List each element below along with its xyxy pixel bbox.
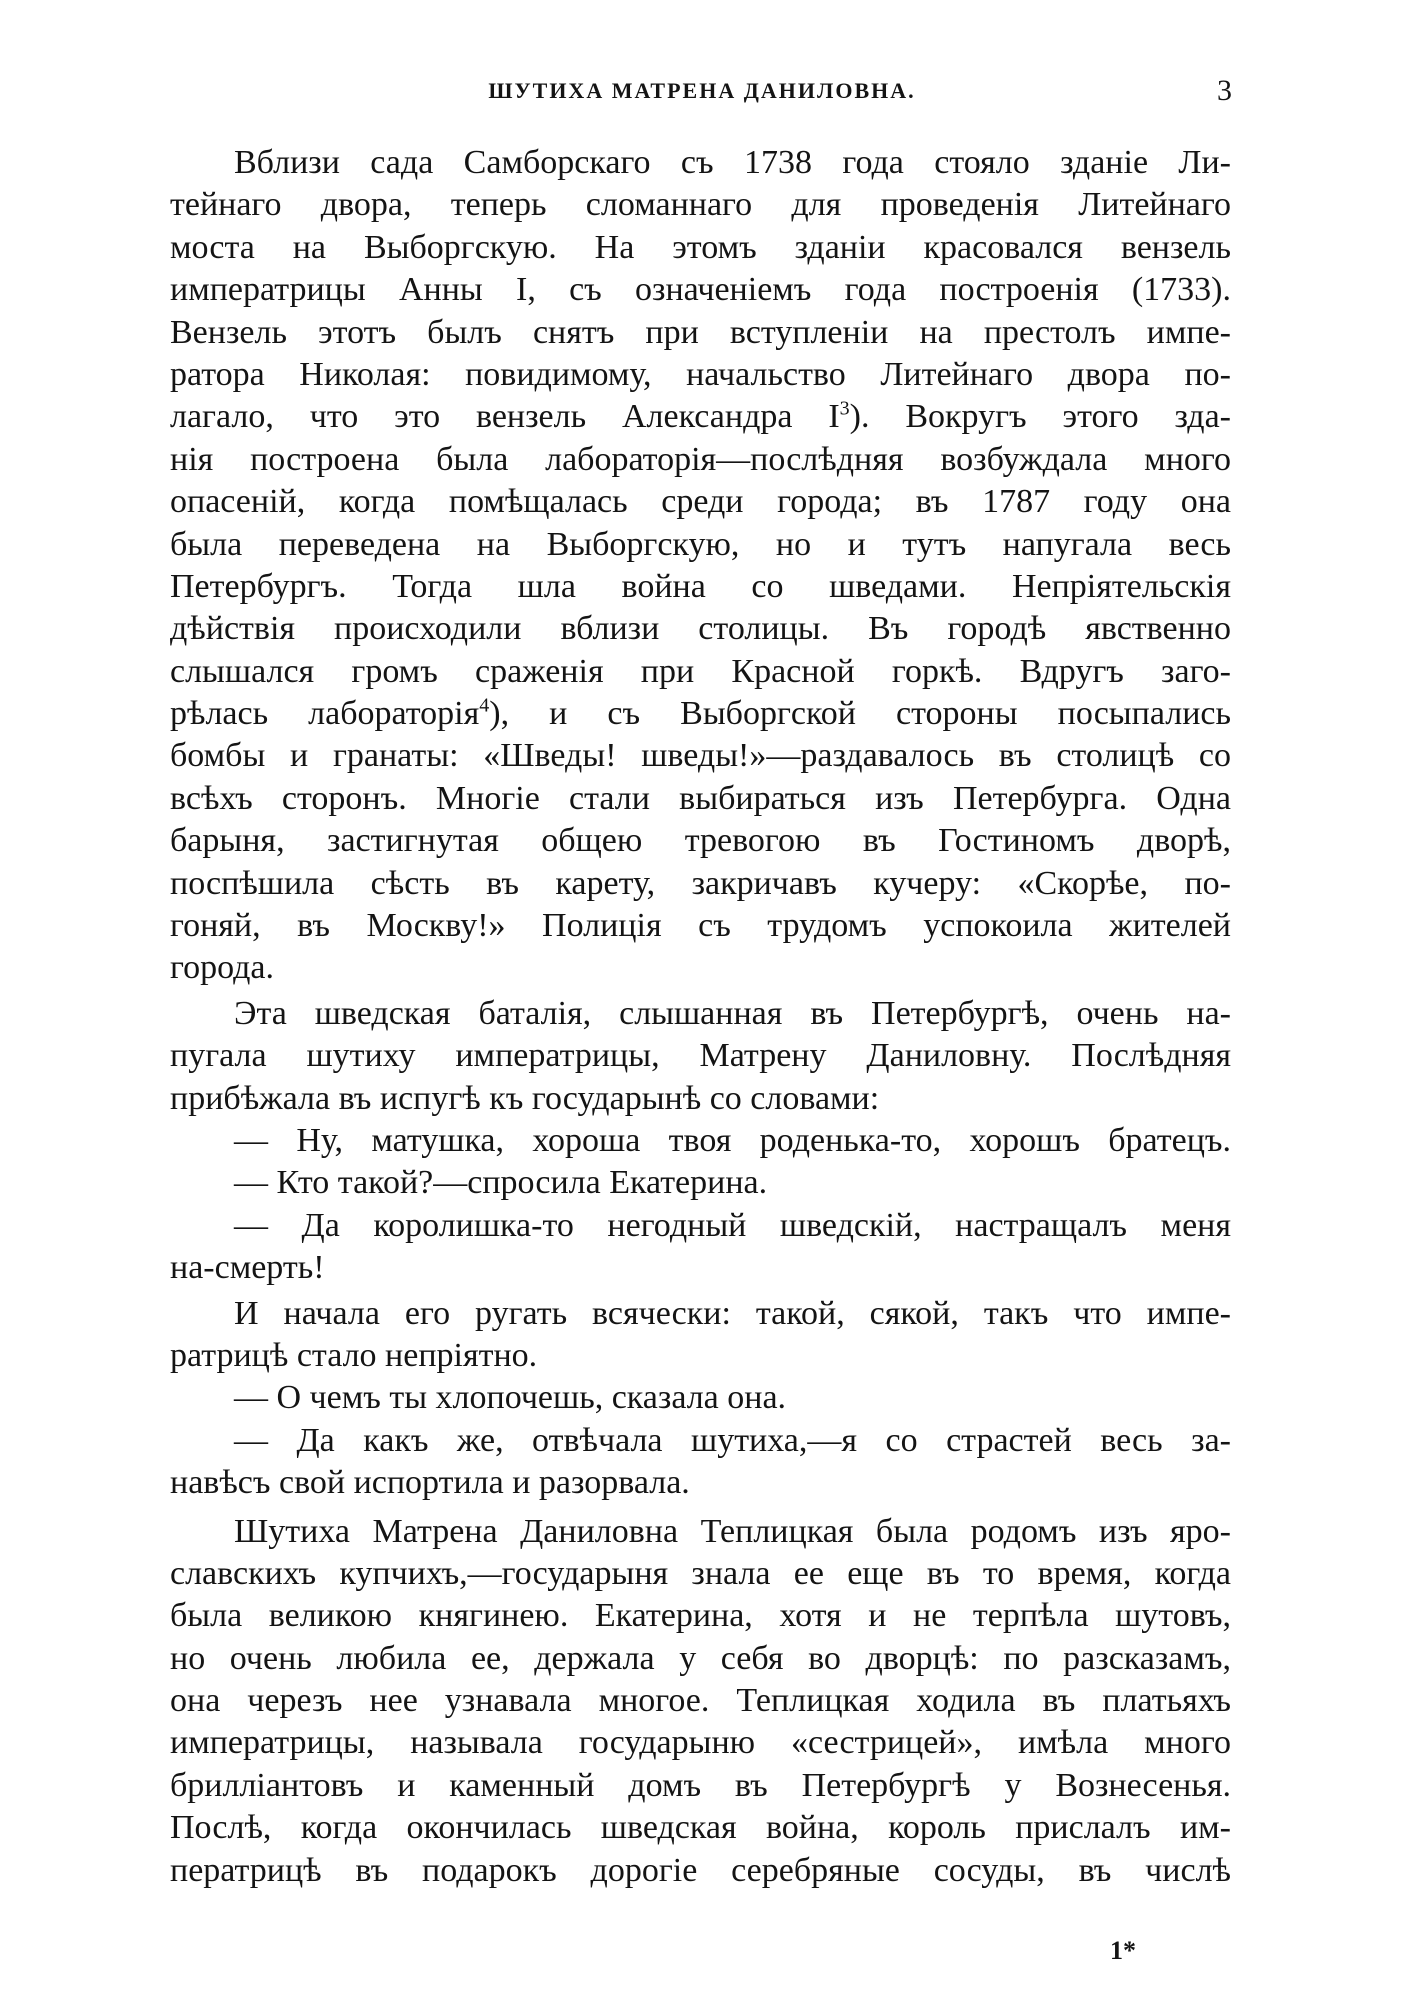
dialogue-line: — Ну, матушка, хороша твоя роденька-то, хорошъ братецъ.: [234, 1121, 1231, 1159]
text-line: она черезъ нее узнавала многое. Теплицкая ходила въ платьяхъ: [170, 1682, 1231, 1720]
dialogue-line: навѣсъ свой испортила и разорвала.: [170, 1464, 690, 1502]
text-line-head: лагало, что это вензель Александра I: [170, 398, 840, 436]
text-line: нія построена была лабораторія—послѣдняя возбуждала много: [170, 440, 1231, 478]
text-line: города.: [170, 949, 275, 987]
text-line: барыня, застигнутая общею тревогою въ Гостиномъ дворѣ,: [170, 822, 1231, 860]
text-line: гоняй, въ Москву!» Полиція съ трудомъ успокоила жителей: [170, 907, 1231, 945]
text-line-tail: ). Вокругъ этого зда-: [849, 398, 1231, 436]
text-line: императрицы, называла государыню «сестрицей», имѣла много: [170, 1724, 1231, 1762]
text-line: ратрицѣ стало непріятно.: [170, 1336, 538, 1374]
signature-mark: 1*: [1110, 1936, 1136, 1965]
text-line: тейнаго двора, теперь сломаннаго для проведенія Литейнаго: [170, 186, 1231, 224]
text-line: но очень любила ее, держала у себя во дворцѣ: по разсказамъ,: [170, 1639, 1231, 1677]
text-line: прибѣжала въ испугѣ къ государынѣ со словами:: [170, 1079, 880, 1117]
text-line: дѣйствія происходили вблизи столицы. Въ городѣ явственно: [170, 610, 1231, 648]
text-line: поспѣшила сѣсть въ карету, закричавъ кучеру: «Скорѣе, по-: [170, 864, 1231, 902]
dialogue-line: — Да королишка-то негодный шведскій, настращалъ меня: [234, 1206, 1231, 1244]
dialogue-line: — О чемъ ты хлопочешь, сказала она.: [234, 1379, 787, 1417]
page-number: 3: [1217, 74, 1232, 107]
text-line: Вблизи сада Самборскаго съ 1738 года стояло зданіе Ли-: [234, 144, 1231, 181]
running-head: [172, 74, 1232, 108]
body-text: [170, 142, 1231, 1892]
text-line: императрицы Анны I, съ означеніемъ года построенія (1733).: [170, 271, 1231, 309]
text-line: [170, 396, 1231, 438]
text-line: была великою княгинею. Екатерина, хотя и не терпѣла шутовъ,: [170, 1597, 1231, 1635]
text-line-tail: ), и съ Выборгской стороны посыпались: [489, 695, 1231, 733]
text-line: опасеній, когда помѣщалась среди города; въ 1787 году она: [170, 483, 1231, 521]
footnote-mark: 4: [479, 694, 490, 717]
text-line: брилліантовъ и каменный домъ въ Петербургѣ у Вознесенья.: [170, 1766, 1231, 1804]
text-line: Послѣ, когда окончилась шведская война, король прислалъ им-: [170, 1809, 1231, 1847]
text-line: [170, 693, 1231, 735]
running-title: ШУТИХА МАТРЕНА ДАНИЛОВНА.: [488, 78, 916, 103]
text-line: слышался громъ сраженія при Красной горкѣ. Вдругъ заго-: [170, 652, 1231, 690]
text-line: пугала шутиху императрицы, Матрену Даниловну. Послѣдняя: [170, 1037, 1231, 1075]
dialogue-line: — Да какъ же, отвѣчала шутиха,—я со страстей весь за-: [234, 1421, 1231, 1459]
text-line: Петербургъ. Тогда шла война со шведами. Непріятельскія: [170, 567, 1231, 605]
text-line: [170, 312, 1231, 354]
text-line: бомбы и гранаты: «Шведы! шведы!»—раздавалось въ столицѣ со: [170, 737, 1231, 775]
text-line: ратора Николая: повидимому, начальство Литейнаго двора по-: [170, 355, 1231, 393]
footnote-mark: 3: [839, 398, 850, 421]
text-line-head: рѣлась лабораторія: [170, 695, 480, 733]
text-line: была переведена на Выборгскую, но и тутъ напугала весь: [170, 525, 1231, 563]
text-line: ператрицѣ въ подарокъ дорогіе серебряные сосуды, въ числѣ: [170, 1851, 1231, 1889]
text-line: Эта шведская баталія, слышанная въ Петербургѣ, очень на-: [234, 994, 1231, 1032]
text-line: всѣхъ сторонъ. Многіе стали выбираться изъ Петербурга. Одна: [170, 779, 1231, 817]
text-line: Вензель этотъ былъ снятъ при вступленіи на престолъ импе-: [170, 313, 1231, 351]
text-line: моста на Выборгскую. На этомъ зданіи красовался вензель: [170, 228, 1231, 266]
dialogue-line: на-смерть!: [170, 1249, 325, 1287]
text-line: славскихъ купчихъ,—государыня знала ее еще въ то время, когда: [170, 1554, 1231, 1592]
dialogue-line: — Кто такой?—спросила Екатерина.: [234, 1164, 768, 1202]
text-line: Шутиха Матрена Даниловна Теплицкая была родомъ изъ яро-: [234, 1512, 1231, 1550]
text-line: И начала его ругать всячески: такой, сякой, такъ что импе-: [234, 1294, 1231, 1332]
